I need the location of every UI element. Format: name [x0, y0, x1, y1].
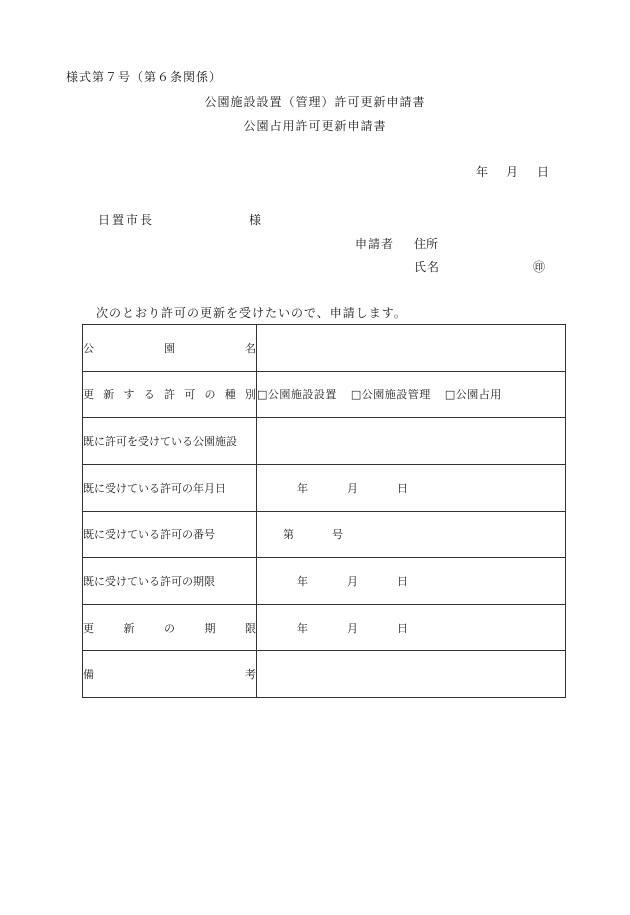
renewal-period-value: 年 月 日	[297, 621, 422, 635]
permit-number-label: 既に受けている許可の番号	[83, 511, 257, 558]
table-row	[83, 371, 566, 418]
date-year: 年	[476, 165, 489, 179]
document-subtitle: 公園占用許可更新申請書	[243, 119, 387, 133]
permit-date-field[interactable]	[257, 464, 566, 511]
seal-mark: ㊞	[533, 260, 546, 274]
checkbox-facility-installation[interactable]: □公園施設設置	[257, 388, 337, 402]
remarks-label: 備 考	[83, 651, 257, 698]
name-label: 氏名	[414, 260, 441, 274]
table-row	[83, 325, 566, 372]
permitted-facility-label: 既に許可を受けている公園施設	[83, 418, 257, 465]
document-title: 公園施設設置（管理）許可更新申請書	[204, 95, 426, 109]
permit-date-label: 既に受けている許可の年月日	[83, 464, 257, 511]
permitted-facility-field[interactable]	[257, 418, 566, 465]
remarks-field[interactable]	[257, 651, 566, 698]
permit-expiry-field[interactable]	[257, 558, 566, 605]
addressee-name: 日置市長	[98, 213, 155, 227]
permit-type-label: 更新する許可の種別	[83, 371, 257, 418]
renewal-period-label: 更 新 の 期 限	[83, 604, 257, 651]
applicant-label: 申請者	[355, 237, 395, 251]
table-row	[83, 418, 566, 465]
date-day: 日	[537, 165, 550, 179]
table-row	[83, 511, 566, 558]
table-row	[83, 604, 566, 651]
permit-expiry-value: 年 月 日	[297, 574, 422, 588]
permit-date-value: 年 月 日	[297, 481, 422, 495]
intro-text: 次のとおり許可の更新を受けたいので、申請します。	[96, 306, 407, 320]
table-row	[83, 651, 566, 698]
permit-expiry-label: 既に受けている許可の期限	[83, 558, 257, 605]
addressee-honorific: 様	[249, 213, 262, 227]
address-label: 住所	[414, 237, 439, 251]
form-number: 様式第７号（第６条関係）	[66, 70, 223, 84]
checkbox-facility-management[interactable]: □公園施設管理	[350, 388, 431, 402]
permit-number-suffix: 号	[332, 528, 343, 542]
permit-type-field	[257, 371, 566, 418]
park-name-field[interactable]	[257, 325, 566, 372]
renewal-period-field[interactable]	[257, 604, 566, 651]
date-month: 月	[506, 165, 519, 179]
park-name-label: 公 園 名	[83, 325, 257, 372]
permit-number-prefix: 第	[283, 528, 294, 542]
table-row	[83, 558, 566, 605]
table-row	[83, 464, 566, 511]
checkbox-park-occupancy[interactable]: □公園占用	[444, 388, 502, 402]
application-table	[82, 324, 566, 698]
permit-number-field[interactable]	[257, 511, 566, 558]
